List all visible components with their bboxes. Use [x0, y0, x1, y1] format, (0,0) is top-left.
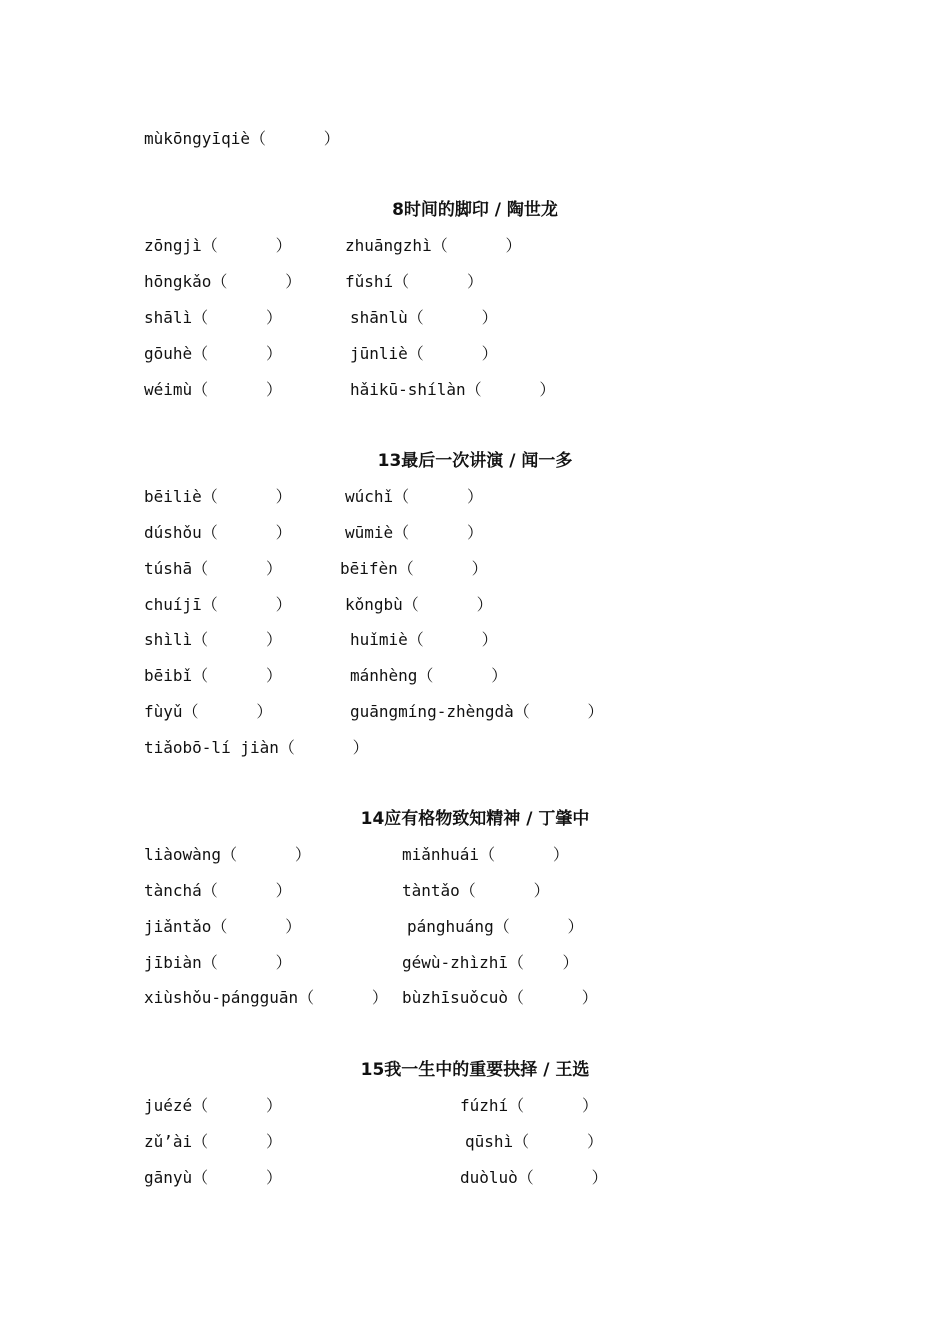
pinyin-item: xiùshǒu-pángguān（ ）: [144, 988, 388, 1007]
pinyin-item: chuíjī（ ）: [144, 595, 292, 614]
intro-item: mùkōngyīqiè（ ）: [144, 129, 340, 148]
pinyin-item: pánghuáng（ ）: [407, 917, 584, 936]
section-title: 15我一生中的重要抉择 / 王选: [360, 1060, 590, 1080]
pinyin-item: bùzhīsuǒcuò（ ）: [402, 988, 598, 1007]
pinyin-item: gānyù（ ）: [144, 1168, 282, 1187]
section-title: 8时间的脚印 / 陶世龙: [392, 200, 558, 220]
pinyin-item: tànchá（ ）: [144, 881, 292, 900]
pinyin-item: hǎikū-shílàn（ ）: [350, 380, 556, 399]
pinyin-item: shālì（ ）: [144, 308, 282, 327]
pinyin-item: géwù-zhìzhī（ ）: [402, 953, 579, 972]
pinyin-item: fǔshí（ ）: [345, 272, 483, 291]
pinyin-item: hōngkǎo（ ）: [144, 272, 302, 291]
pinyin-item: zhuāngzhì（ ）: [345, 236, 522, 255]
pinyin-item: huǐmiè（ ）: [350, 630, 498, 649]
pinyin-item: duòluò（ ）: [460, 1168, 608, 1187]
pinyin-item: wúchǐ（ ）: [345, 487, 483, 506]
pinyin-item: qūshì（ ）: [465, 1132, 603, 1151]
pinyin-item: shānlù（ ）: [350, 308, 498, 327]
pinyin-item: túshā（ ）: [144, 559, 282, 578]
pinyin-item: wéimù（ ）: [144, 380, 282, 399]
pinyin-item: zōngjì（ ）: [144, 236, 292, 255]
section-title: 13最后一次讲演 / 闻一多: [377, 451, 573, 471]
pinyin-item: zǔ’ài（ ）: [144, 1132, 282, 1151]
pinyin-item: liàowàng（ ）: [144, 845, 311, 864]
pinyin-item: jiǎntǎo（ ）: [144, 917, 302, 936]
pinyin-item: tàntǎo（ ）: [402, 881, 550, 900]
pinyin-item: bēibǐ（ ）: [144, 666, 282, 685]
pinyin-item: juézé（ ）: [144, 1096, 282, 1115]
pinyin-item: dúshǒu（ ）: [144, 523, 292, 542]
pinyin-item: tiǎobō-lí jiàn（ ）: [144, 738, 369, 757]
pinyin-item: gōuhè（ ）: [144, 344, 282, 363]
pinyin-item: mánhèng（ ）: [350, 666, 508, 685]
pinyin-item: fúzhí（ ）: [460, 1096, 598, 1115]
pinyin-item: guāngmíng-zhèngdà（ ）: [350, 702, 604, 721]
pinyin-item: fùyǔ（ ）: [144, 702, 273, 721]
pinyin-item: jūnliè（ ）: [350, 344, 498, 363]
pinyin-item: bēiliè（ ）: [144, 487, 292, 506]
pinyin-item: bēifèn（ ）: [340, 559, 488, 578]
pinyin-item: miǎnhuái（ ）: [402, 845, 569, 864]
pinyin-item: shìlì（ ）: [144, 630, 282, 649]
pinyin-item: wūmiè（ ）: [345, 523, 483, 542]
pinyin-item: kǒngbù（ ）: [345, 595, 493, 614]
pinyin-item: jībiàn（ ）: [144, 953, 292, 972]
section-title: 14应有格物致知精神 / 丁肇中: [360, 809, 590, 829]
